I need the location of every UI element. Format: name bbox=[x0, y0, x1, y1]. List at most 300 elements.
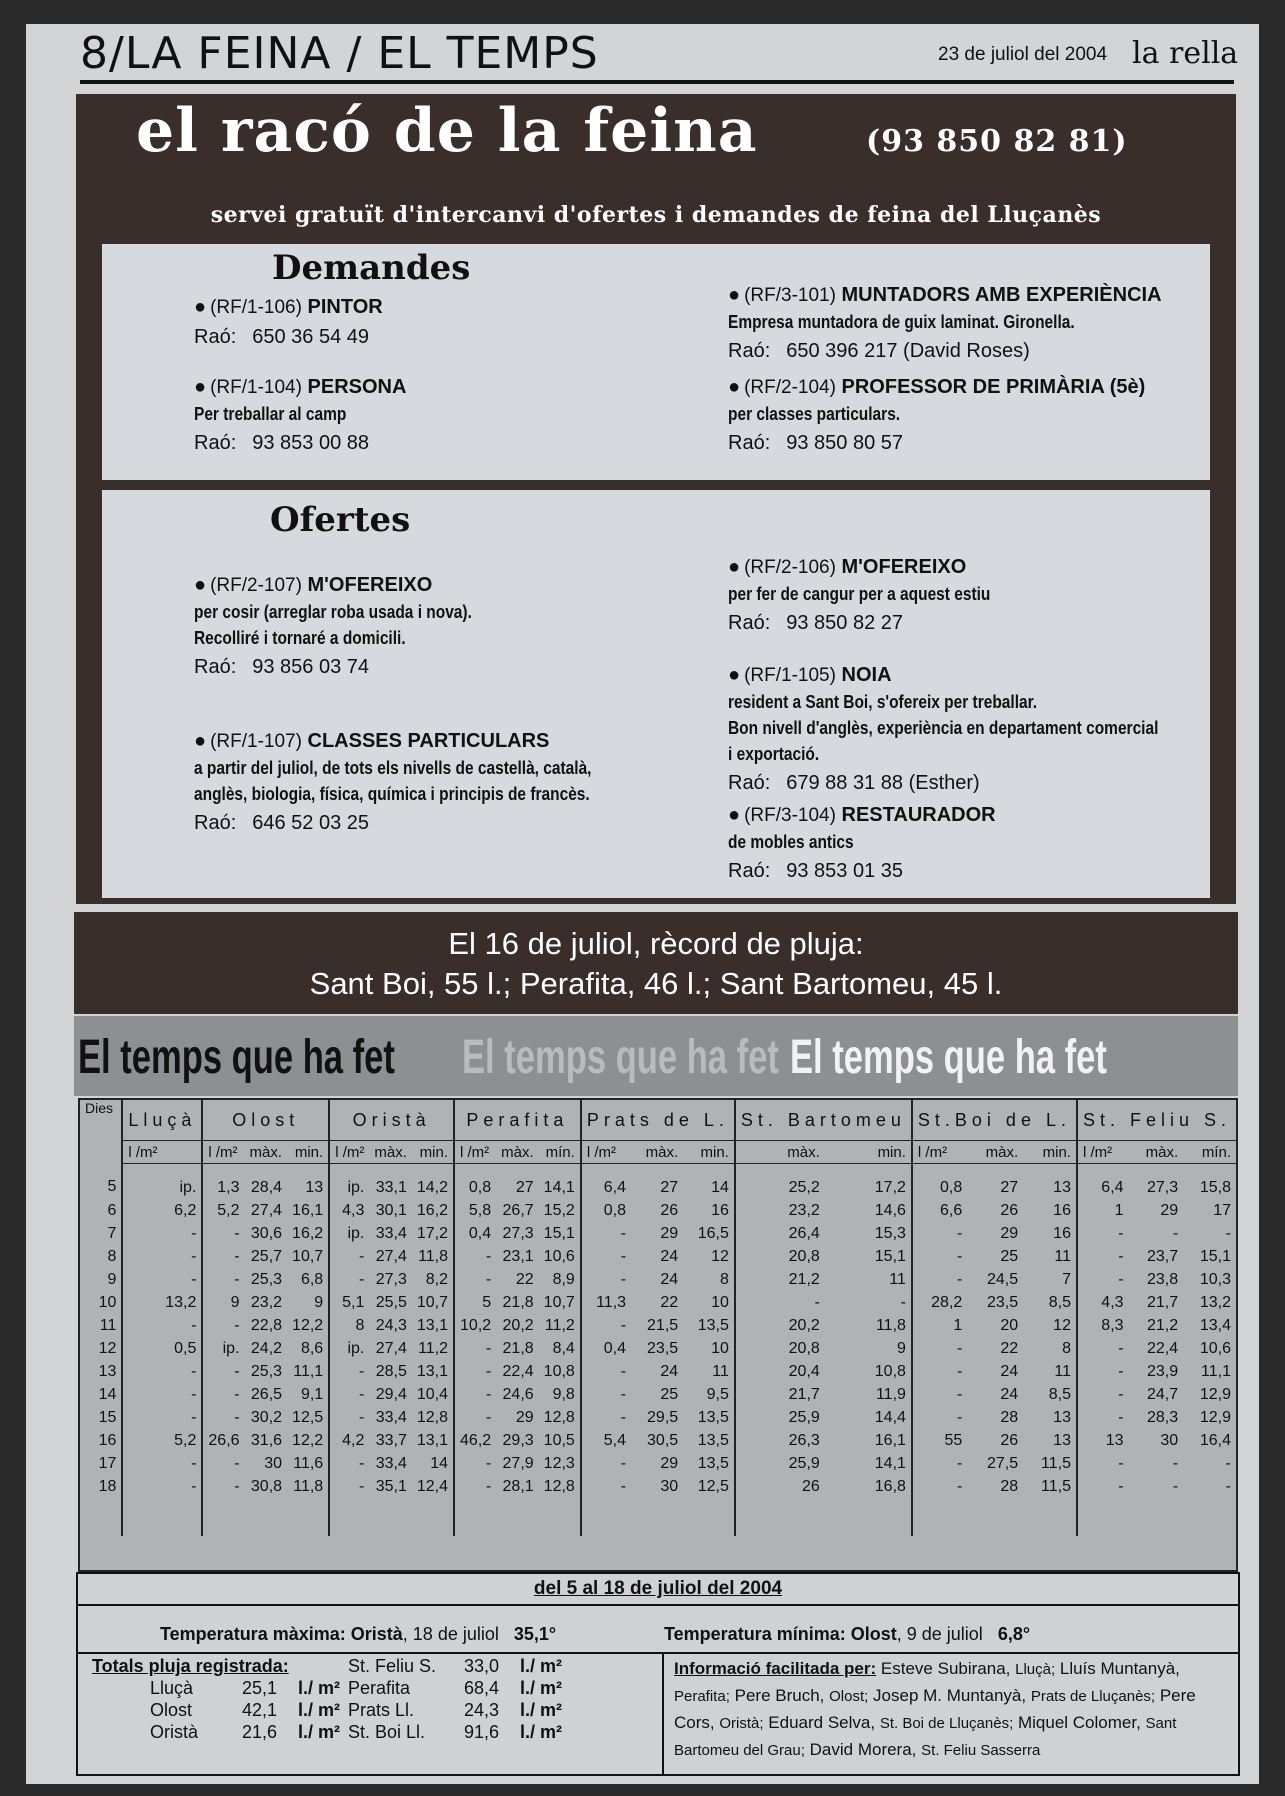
job-board-title: el racó de la feina bbox=[136, 96, 758, 166]
station-name: Oristà bbox=[150, 1722, 199, 1742]
min-temp-label: Temperatura mínima: bbox=[664, 1624, 846, 1644]
value-cell: 14,4 bbox=[874, 1408, 906, 1426]
empty-cell bbox=[454, 1498, 496, 1536]
measure-header: mín. bbox=[539, 1141, 581, 1164]
description-line: Bon nivell d'anglès, experiència en departament comercial bbox=[728, 718, 1159, 738]
value-cell: 21,2 bbox=[1147, 1316, 1179, 1334]
empty-cell bbox=[912, 1498, 967, 1536]
listing-title: NOIA bbox=[841, 664, 892, 686]
table-row bbox=[80, 1164, 1236, 1200]
value-cell: - bbox=[122, 1406, 202, 1429]
value-cell: 23,9 bbox=[1147, 1362, 1179, 1380]
value-cell: 13,1 bbox=[416, 1362, 449, 1380]
contributor-place: Lluçà; bbox=[1015, 1661, 1056, 1678]
contact-phone: 650 396 217 (David Roses) bbox=[786, 340, 1030, 362]
value-cell: 0,4 bbox=[581, 1337, 631, 1360]
value-cell: - bbox=[1077, 1337, 1129, 1360]
listing-title: M'OFEREIXO bbox=[307, 574, 433, 596]
value-cell: 8,6 bbox=[300, 1339, 324, 1357]
value-cell: - bbox=[454, 1383, 496, 1406]
measure-header: min. bbox=[683, 1141, 735, 1164]
value-cell: 16 bbox=[1053, 1201, 1071, 1219]
measure-header: l /m² bbox=[912, 1141, 967, 1164]
value-cell: 20,2 bbox=[735, 1314, 825, 1337]
empty-cell bbox=[581, 1498, 631, 1536]
bullet-icon: ● bbox=[194, 730, 207, 752]
value-cell: 8 bbox=[1062, 1339, 1071, 1357]
value-cell: 14 bbox=[711, 1178, 729, 1196]
value-cell: 33,1 bbox=[375, 1178, 407, 1196]
value-cell: - bbox=[1225, 1454, 1231, 1472]
weather-table-body bbox=[80, 1164, 1236, 1537]
value-cell: 6,4 bbox=[1077, 1164, 1129, 1200]
value-cell: 13,5 bbox=[697, 1408, 729, 1426]
dies-header: Dies bbox=[80, 1100, 122, 1164]
listing bbox=[728, 374, 1248, 459]
listing-header bbox=[728, 282, 1248, 309]
value-cell: 27,4 bbox=[250, 1201, 283, 1219]
measure-header: min. bbox=[825, 1141, 912, 1164]
value-cell: 11 bbox=[889, 1270, 906, 1288]
bullet-icon: ● bbox=[728, 664, 741, 686]
empty-cell bbox=[825, 1498, 912, 1536]
value-cell: 12 bbox=[1053, 1316, 1071, 1334]
table-row bbox=[80, 1383, 1236, 1406]
contact-phone: 650 36 54 49 bbox=[252, 326, 370, 348]
value-cell: 27,3 bbox=[375, 1270, 407, 1288]
value-cell: 0,8 bbox=[912, 1164, 967, 1200]
table-row bbox=[80, 1475, 1236, 1498]
listing-contact bbox=[194, 651, 714, 683]
value-cell: 10,8 bbox=[543, 1362, 575, 1380]
table-row bbox=[80, 1406, 1236, 1429]
value-cell: 10,7 bbox=[543, 1293, 575, 1311]
value-cell: 11,3 bbox=[581, 1291, 631, 1314]
contributor-name: Pere Bruch, bbox=[734, 1686, 825, 1705]
contributor-name: Josep M. Muntanyà, bbox=[873, 1686, 1027, 1705]
bullet-icon: ● bbox=[194, 574, 207, 596]
day-cell: 6 bbox=[80, 1199, 122, 1222]
value-cell: 26,7 bbox=[502, 1201, 534, 1219]
value-cell: 5 bbox=[454, 1291, 496, 1314]
day-cell: 12 bbox=[80, 1337, 122, 1360]
value-cell: 12,8 bbox=[416, 1408, 449, 1426]
listing-title: MUNTADORS AMB EXPERIÈNCIA bbox=[841, 284, 1162, 306]
info-credits bbox=[674, 1656, 1230, 1764]
contributor-name: Esteve Subirana, bbox=[880, 1659, 1011, 1678]
value-cell: 0,5 bbox=[122, 1337, 202, 1360]
value-cell: 9 bbox=[314, 1293, 324, 1311]
contributor-name: Pere Cors, bbox=[674, 1686, 1196, 1732]
listing-title: M'OFEREIXO bbox=[841, 556, 967, 578]
measure-header: l /m² bbox=[329, 1141, 369, 1164]
value-cell: - bbox=[912, 1475, 967, 1498]
summary-box bbox=[76, 1572, 1240, 1776]
measure-header: màx. bbox=[735, 1141, 825, 1164]
value-cell: 1,3 bbox=[202, 1164, 244, 1200]
section-title: 8/LA FEINA / EL TEMPS bbox=[80, 28, 599, 79]
ofertes-panel bbox=[102, 490, 1210, 898]
value-cell: 29 bbox=[660, 1224, 679, 1242]
listing-header bbox=[728, 802, 1248, 829]
table-row bbox=[80, 1429, 1236, 1452]
listing bbox=[728, 282, 1248, 367]
value-cell: 16,2 bbox=[292, 1224, 324, 1242]
value-cell: 29,3 bbox=[502, 1431, 534, 1449]
value-cell: 8,9 bbox=[552, 1270, 575, 1288]
listing-title: CLASSES PARTICULARS bbox=[307, 730, 550, 752]
table-filler-row bbox=[80, 1498, 1236, 1536]
max-temp-place: Oristà bbox=[350, 1624, 403, 1644]
value-cell: 13,2 bbox=[122, 1291, 202, 1314]
weather-title-repeat: El temps que ha fet bbox=[462, 1031, 779, 1084]
min-temperature bbox=[664, 1624, 1030, 1645]
value-cell: 25 bbox=[660, 1385, 679, 1403]
weather-table bbox=[80, 1100, 1236, 1536]
value-cell: 14,2 bbox=[416, 1178, 449, 1196]
value-cell: - bbox=[454, 1337, 496, 1360]
value-cell: 11,9 bbox=[875, 1385, 906, 1403]
value-cell: - bbox=[202, 1245, 244, 1268]
value-cell: 11,8 bbox=[418, 1247, 449, 1265]
description-line: Recolliré i tornaré a domicili. bbox=[194, 628, 406, 648]
day-cell: 18 bbox=[80, 1475, 122, 1498]
contact-label: Raó: bbox=[194, 812, 237, 834]
value-cell: 30,8 bbox=[250, 1477, 283, 1495]
empty-cell bbox=[1077, 1498, 1129, 1536]
value-cell: 11,5 bbox=[1041, 1454, 1071, 1472]
value-cell: 23,2 bbox=[735, 1199, 825, 1222]
value-cell: 12 bbox=[711, 1247, 729, 1265]
value-cell: 33,4 bbox=[375, 1408, 407, 1426]
day-cell: 9 bbox=[80, 1268, 122, 1291]
contributor-name: Eduard Selva, bbox=[768, 1713, 876, 1732]
contact-label: Raó: bbox=[728, 860, 771, 882]
value-cell: - bbox=[122, 1268, 202, 1291]
value-cell: 10,6 bbox=[543, 1247, 575, 1265]
contact-phone: 93 850 82 27 bbox=[786, 612, 904, 634]
value-cell: 17 bbox=[1213, 1201, 1231, 1219]
empty-cell bbox=[287, 1498, 329, 1536]
value-cell: 12,9 bbox=[1199, 1408, 1231, 1426]
demandes-heading: Demandes bbox=[272, 248, 471, 288]
value-cell: 11 bbox=[712, 1362, 729, 1380]
demandes-panel bbox=[102, 244, 1210, 480]
day-cell: 13 bbox=[80, 1360, 122, 1383]
value-cell: 27 bbox=[1000, 1178, 1019, 1196]
contact-label: Raó: bbox=[728, 772, 771, 794]
value-cell: - bbox=[454, 1245, 496, 1268]
listing-header bbox=[194, 728, 714, 755]
station-header: St. Bartomeu bbox=[735, 1100, 912, 1141]
max-temperature bbox=[160, 1624, 556, 1645]
value-cell: 6,4 bbox=[581, 1164, 631, 1200]
value-cell: 9,1 bbox=[300, 1385, 324, 1403]
contact-phone: 93 850 80 57 bbox=[786, 432, 904, 454]
value-cell: - bbox=[329, 1452, 369, 1475]
value-cell: 30 bbox=[660, 1477, 679, 1495]
day-cell: 5 bbox=[80, 1164, 122, 1200]
value-cell: 24,2 bbox=[250, 1339, 283, 1357]
max-temp-date: , 18 de juliol bbox=[402, 1624, 499, 1644]
measure-header: màx. bbox=[369, 1141, 412, 1164]
description-line: Per treballar al camp bbox=[194, 404, 347, 424]
value-cell: - bbox=[329, 1245, 369, 1268]
value-cell: 11,1 bbox=[1201, 1362, 1231, 1380]
rain-unit: l./ m² bbox=[298, 1722, 341, 1742]
date-range: del 5 al 18 de juliol del 2004 bbox=[533, 1578, 783, 1599]
contributor-place: Perafita; bbox=[674, 1688, 730, 1705]
station-name: Prats Ll. bbox=[348, 1700, 415, 1720]
value-cell: - bbox=[202, 1452, 244, 1475]
value-cell: 27,3 bbox=[502, 1224, 534, 1242]
table-row bbox=[80, 1452, 1236, 1475]
job-board-phone: (93 850 82 81) bbox=[866, 124, 1128, 159]
value-cell: 22,4 bbox=[502, 1362, 534, 1380]
value-cell: 27,4 bbox=[375, 1247, 407, 1265]
value-cell: ip. bbox=[329, 1222, 369, 1245]
empty-cell bbox=[412, 1498, 454, 1536]
value-cell: 24,6 bbox=[502, 1385, 534, 1403]
value-cell: 8,5 bbox=[1048, 1293, 1071, 1311]
listing-contact bbox=[728, 607, 1248, 639]
value-cell: - bbox=[454, 1360, 496, 1383]
value-cell: 25,9 bbox=[735, 1406, 825, 1429]
contact-label: Raó: bbox=[194, 326, 237, 348]
value-cell: - bbox=[581, 1245, 631, 1268]
value-cell: 0,8 bbox=[454, 1164, 496, 1200]
value-cell: 20,2 bbox=[502, 1316, 534, 1334]
day-cell: 14 bbox=[80, 1383, 122, 1406]
value-cell: 13,5 bbox=[697, 1431, 729, 1449]
contributor-place: Sant Bartomeu del Grau; bbox=[674, 1715, 1177, 1759]
contact-phone: 679 88 31 88 (Esther) bbox=[786, 772, 980, 794]
rain-total-value: 24,3 bbox=[464, 1700, 500, 1720]
value-cell: 4,3 bbox=[1077, 1291, 1129, 1314]
contributor-place: Prats de Lluçanès; bbox=[1030, 1688, 1156, 1705]
station-name: Olost bbox=[150, 1700, 193, 1720]
description-line: de mobles antics bbox=[728, 832, 854, 852]
listing bbox=[194, 728, 714, 839]
value-cell: - bbox=[454, 1406, 496, 1429]
job-board-subtitle: servei gratuït d'intercanvi d'ofertes i demandes de feina del Lluçanès bbox=[210, 202, 1102, 228]
value-cell: 20,8 bbox=[735, 1337, 825, 1360]
listing-contact bbox=[728, 767, 1248, 799]
day-cell: 7 bbox=[80, 1222, 122, 1245]
value-cell: 26,3 bbox=[735, 1429, 825, 1452]
newspaper-page bbox=[26, 24, 1259, 1784]
bullet-icon: ● bbox=[728, 376, 741, 398]
rain-unit: l./ m² bbox=[520, 1656, 563, 1676]
listing-title: PINTOR bbox=[307, 296, 383, 318]
station-header: Oristà bbox=[329, 1100, 454, 1141]
empty-cell bbox=[1129, 1498, 1184, 1536]
value-cell: 28,5 bbox=[375, 1362, 407, 1380]
contact-label: Raó: bbox=[728, 432, 771, 454]
contact-phone: 93 856 03 74 bbox=[252, 656, 370, 678]
empty-cell bbox=[967, 1498, 1023, 1536]
value-cell: - bbox=[202, 1475, 244, 1498]
value-cell: 23,1 bbox=[502, 1247, 534, 1265]
listing-ref: (RF/1-106) bbox=[210, 297, 302, 318]
value-cell: 25,3 bbox=[250, 1362, 283, 1380]
value-cell: 27 bbox=[515, 1178, 534, 1196]
listing-description bbox=[194, 401, 714, 427]
value-cell: - bbox=[122, 1314, 202, 1337]
listing bbox=[194, 572, 714, 683]
value-cell: - bbox=[912, 1360, 967, 1383]
table-row bbox=[80, 1314, 1236, 1337]
contact-label: Raó: bbox=[194, 656, 237, 678]
measure-header: l /m² bbox=[1077, 1141, 1129, 1164]
value-cell: 5,1 bbox=[329, 1291, 369, 1314]
value-cell: - bbox=[1225, 1477, 1231, 1495]
listing-ref: (RF/1-105) bbox=[744, 665, 836, 686]
value-cell: 11 bbox=[1054, 1362, 1071, 1380]
value-cell: 26,5 bbox=[250, 1385, 283, 1403]
table-row bbox=[80, 1291, 1236, 1314]
day-cell: 10 bbox=[80, 1291, 122, 1314]
value-cell: 22,8 bbox=[250, 1316, 283, 1334]
empty-cell bbox=[202, 1498, 244, 1536]
listing bbox=[728, 662, 1248, 799]
contributor-name: Lluís Muntanyà, bbox=[1059, 1659, 1180, 1678]
contact-label: Raó: bbox=[728, 612, 771, 634]
listing-description bbox=[728, 829, 1248, 855]
value-cell: 13 bbox=[1053, 1431, 1071, 1449]
value-cell: 27,3 bbox=[1147, 1178, 1179, 1196]
value-cell: 23,5 bbox=[647, 1339, 679, 1357]
value-cell: 13,2 bbox=[1199, 1293, 1231, 1311]
value-cell: 15,2 bbox=[543, 1201, 575, 1219]
value-cell: 21,8 bbox=[502, 1339, 534, 1357]
rain-total-value: 42,1 bbox=[242, 1700, 278, 1720]
listing-contact bbox=[194, 321, 714, 353]
contributor-place: St. Boi de Lluçanès; bbox=[879, 1715, 1014, 1732]
contributor-name: David Morera, bbox=[809, 1740, 917, 1759]
value-cell: - bbox=[581, 1406, 631, 1429]
rain-unit: l./ m² bbox=[520, 1700, 563, 1720]
listing-contact bbox=[728, 427, 1248, 459]
value-cell: 10,7 bbox=[416, 1293, 449, 1311]
value-cell: 28,1 bbox=[502, 1477, 534, 1495]
station-header: Prats de L. bbox=[581, 1100, 735, 1141]
listing-contact bbox=[728, 335, 1248, 367]
value-cell: 5,2 bbox=[122, 1429, 202, 1452]
listing bbox=[194, 294, 714, 353]
description-line: a partir del juliol, de tots els nivells de castellà, català, bbox=[194, 758, 592, 778]
rain-total-value: 25,1 bbox=[242, 1678, 278, 1698]
value-cell: - bbox=[202, 1222, 244, 1245]
value-cell: 14 bbox=[430, 1454, 449, 1472]
table-row bbox=[80, 1268, 1236, 1291]
value-cell: 29 bbox=[660, 1454, 679, 1472]
value-cell: 16,1 bbox=[874, 1431, 906, 1449]
value-cell: 17,2 bbox=[874, 1178, 906, 1196]
value-cell: 26 bbox=[1000, 1201, 1019, 1219]
value-cell: 16,4 bbox=[1199, 1431, 1231, 1449]
description-line: per cosir (arreglar roba usada i nova). bbox=[194, 602, 472, 622]
value-cell: 12,9 bbox=[1199, 1385, 1231, 1403]
value-cell: 24,5 bbox=[987, 1270, 1019, 1288]
value-cell: 12,2 bbox=[292, 1431, 324, 1449]
value-cell: - bbox=[1077, 1222, 1129, 1245]
value-cell: 6,6 bbox=[912, 1199, 967, 1222]
value-cell: 25,2 bbox=[735, 1164, 825, 1200]
listing-contact bbox=[194, 807, 714, 839]
value-cell: 16,5 bbox=[697, 1224, 729, 1242]
rain-record-line2: Sant Boi, 55 l.; Perafita, 46 l.; Sant Bartomeu, 45 l. bbox=[309, 966, 1003, 1001]
value-cell: 55 bbox=[912, 1429, 967, 1452]
listing-title: RESTAURADOR bbox=[841, 804, 996, 826]
value-cell: 12,5 bbox=[697, 1477, 729, 1495]
value-cell: 12,3 bbox=[543, 1454, 575, 1472]
weather-title: El temps que ha fet bbox=[78, 1031, 395, 1084]
station-header: Olost bbox=[202, 1100, 329, 1141]
value-cell: 21,2 bbox=[735, 1268, 825, 1291]
measure-header: l /m² bbox=[581, 1141, 631, 1164]
value-cell: - bbox=[329, 1268, 369, 1291]
contact-phone: 93 853 00 88 bbox=[252, 432, 370, 454]
station-header: St.Boi de L. bbox=[912, 1100, 1077, 1141]
listing-ref: (RF/2-107) bbox=[210, 575, 302, 596]
value-cell: 11,6 bbox=[293, 1454, 324, 1472]
station-name: St. Feliu S. bbox=[348, 1656, 437, 1676]
value-cell: - bbox=[581, 1314, 631, 1337]
value-cell: 23,5 bbox=[987, 1293, 1019, 1311]
value-cell: 5,4 bbox=[581, 1429, 631, 1452]
value-cell: - bbox=[1225, 1224, 1231, 1242]
value-cell: 11,2 bbox=[418, 1339, 449, 1357]
rain-unit: l./ m² bbox=[298, 1700, 341, 1720]
value-cell: - bbox=[1077, 1383, 1129, 1406]
value-cell: - bbox=[329, 1360, 369, 1383]
value-cell: - bbox=[1172, 1224, 1179, 1242]
value-cell: 31,6 bbox=[250, 1431, 283, 1449]
contributor-place: St. Feliu Sasserra bbox=[921, 1742, 1041, 1759]
value-cell: 26,6 bbox=[202, 1429, 244, 1452]
empty-cell bbox=[683, 1498, 735, 1536]
empty-cell bbox=[329, 1498, 369, 1536]
value-cell: 14,1 bbox=[874, 1454, 906, 1472]
measure-header: mín. bbox=[1183, 1141, 1236, 1164]
value-cell: - bbox=[900, 1293, 906, 1311]
value-cell: 8,2 bbox=[425, 1270, 449, 1288]
station-header: Lluçà bbox=[122, 1100, 202, 1141]
rain-record-line1: El 16 de juliol, rècord de pluja: bbox=[448, 926, 864, 961]
value-cell: 9 bbox=[202, 1291, 244, 1314]
value-cell: 24 bbox=[660, 1362, 679, 1380]
value-cell: 30 bbox=[1160, 1431, 1179, 1449]
value-cell: - bbox=[1077, 1268, 1129, 1291]
value-cell: 26 bbox=[1000, 1431, 1019, 1449]
measure-header: l /m² bbox=[122, 1141, 202, 1164]
contributor-place: Olost; bbox=[829, 1688, 869, 1705]
value-cell: - bbox=[202, 1383, 244, 1406]
value-cell: - bbox=[122, 1475, 202, 1498]
value-cell: 15,1 bbox=[1199, 1247, 1231, 1265]
value-cell: - bbox=[1172, 1477, 1179, 1495]
day-cell: 17 bbox=[80, 1452, 122, 1475]
value-cell: - bbox=[1077, 1475, 1129, 1498]
min-temp-value: 6,8° bbox=[997, 1624, 1031, 1644]
rain-unit: l./ m² bbox=[520, 1722, 563, 1742]
station-header: St. Feliu S. bbox=[1077, 1100, 1236, 1141]
value-cell: 29 bbox=[1160, 1201, 1179, 1219]
value-cell: - bbox=[581, 1383, 631, 1406]
station-header-row bbox=[80, 1100, 1236, 1141]
rain-total-value: 68,4 bbox=[464, 1678, 500, 1698]
